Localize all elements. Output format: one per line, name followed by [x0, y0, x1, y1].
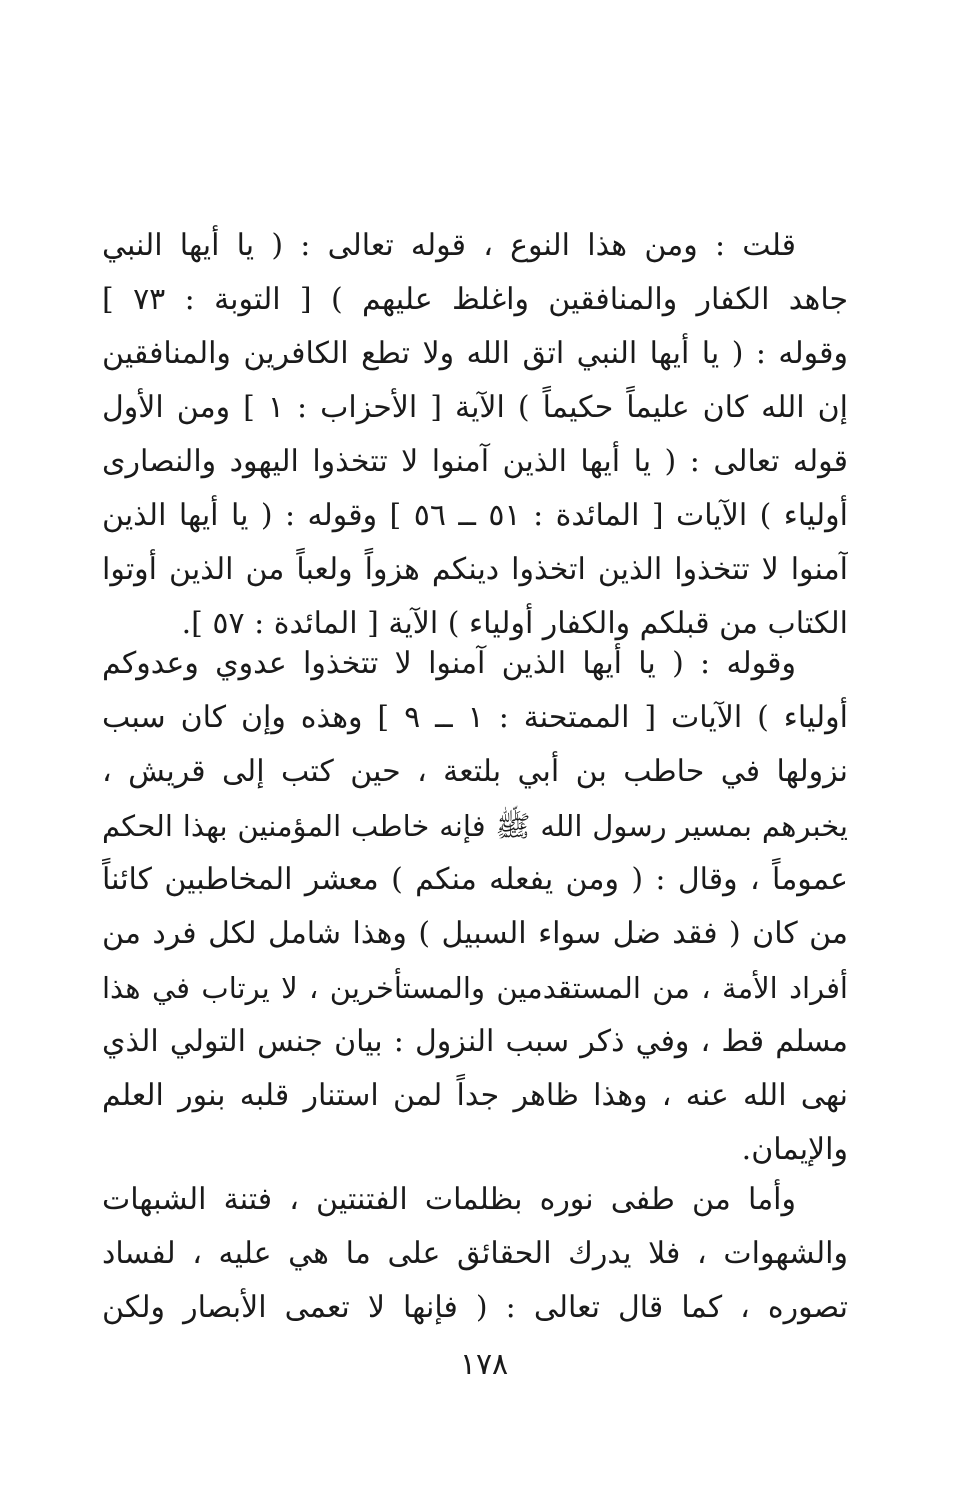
text-line: قلت : ومن هذا النوع ، قوله تعالى : ( يا أيها النبي — [102, 228, 796, 263]
text-line: تصوره ، كما قال تعالى : ( فإنها لا تعمى الأبصار ولكن — [102, 1290, 848, 1325]
text-line: وقوله : ( يا أيها النبي اتق الله ولا تطع الكافرين والمنافقين — [102, 336, 848, 371]
text-line: جاهد الكفار والمنافقين واغلظ عليهم ) [ التوبة : ٧٣ ] — [102, 282, 848, 317]
text-line: أولياء ) الآيات [ المائدة : ٥١ ــ ٥٦ ] وقوله : ( يا أيها الذين — [102, 498, 848, 533]
paragraph-2 — [102, 637, 848, 1177]
text-line: قوله تعالى : ( يا أيها الذين آمنوا لا تتخذوا اليهود والنصارى — [102, 444, 848, 479]
text-line: عموماً ، وقال : ( ومن يفعله منكم ) معشر المخاطبين كائناً — [102, 862, 848, 897]
text-line: وقوله : ( يا أيها الذين آمنوا لا تتخذوا عدوي وعدوكم — [102, 646, 796, 681]
text-line: مسلم قط ، وفي ذكر سبب النزول : بيان جنس التولي الذي — [102, 1024, 848, 1059]
page-number: ١٧٨ — [459, 1347, 509, 1382]
text-line: أفراد الأمة ، من المستقدمين والمستأخرين ، لا يرتاب في هذا — [102, 971, 848, 1005]
text-line: آمنوا لا تتخذوا الذين اتخذوا دينكم هزواً ولعباً من الذين أوتوا — [102, 552, 848, 587]
paragraph-1 — [102, 219, 848, 651]
text-line: يخبرهم بمسير رسول الله ﷺ فإنه خاطب المؤمنين بهذا الحكم — [102, 809, 848, 843]
text-line: نهى الله عنه ، وهذا ظاهر جداً لمن استنار قلبه بنور العلم — [102, 1078, 848, 1113]
text-line: والإيمان. — [741, 1132, 848, 1167]
text-line: الكتاب من قبلكم والكفار أولياء ) الآية [ المائدة : ٥٧ ]. — [181, 606, 848, 641]
text-line: أولياء ) الآيات [ الممتحنة : ١ ــ ٩ ] وهذه وإن كان سبب — [102, 700, 848, 735]
text-line: إن الله كان عليماً حكيماً ) الآية [ الأحزاب : ١ ] ومن الأول — [102, 390, 848, 425]
text-line: وأما من طفى نوره بظلمات الفتنتين ، فتنة الشبهات — [102, 1182, 796, 1217]
text-line: والشهوات ، فلا يدرك الحقائق على ما هي عليه ، لفساد — [102, 1236, 848, 1271]
text-line: نزولها في حاطب بن أبي بلتعة ، حين كتب إلى قريش ، — [102, 754, 848, 789]
paragraph-3 — [102, 1173, 848, 1335]
text-line: من كان ( فقد ضل سواء السبيل ) وهذا شامل لكل فرد من — [102, 916, 848, 951]
